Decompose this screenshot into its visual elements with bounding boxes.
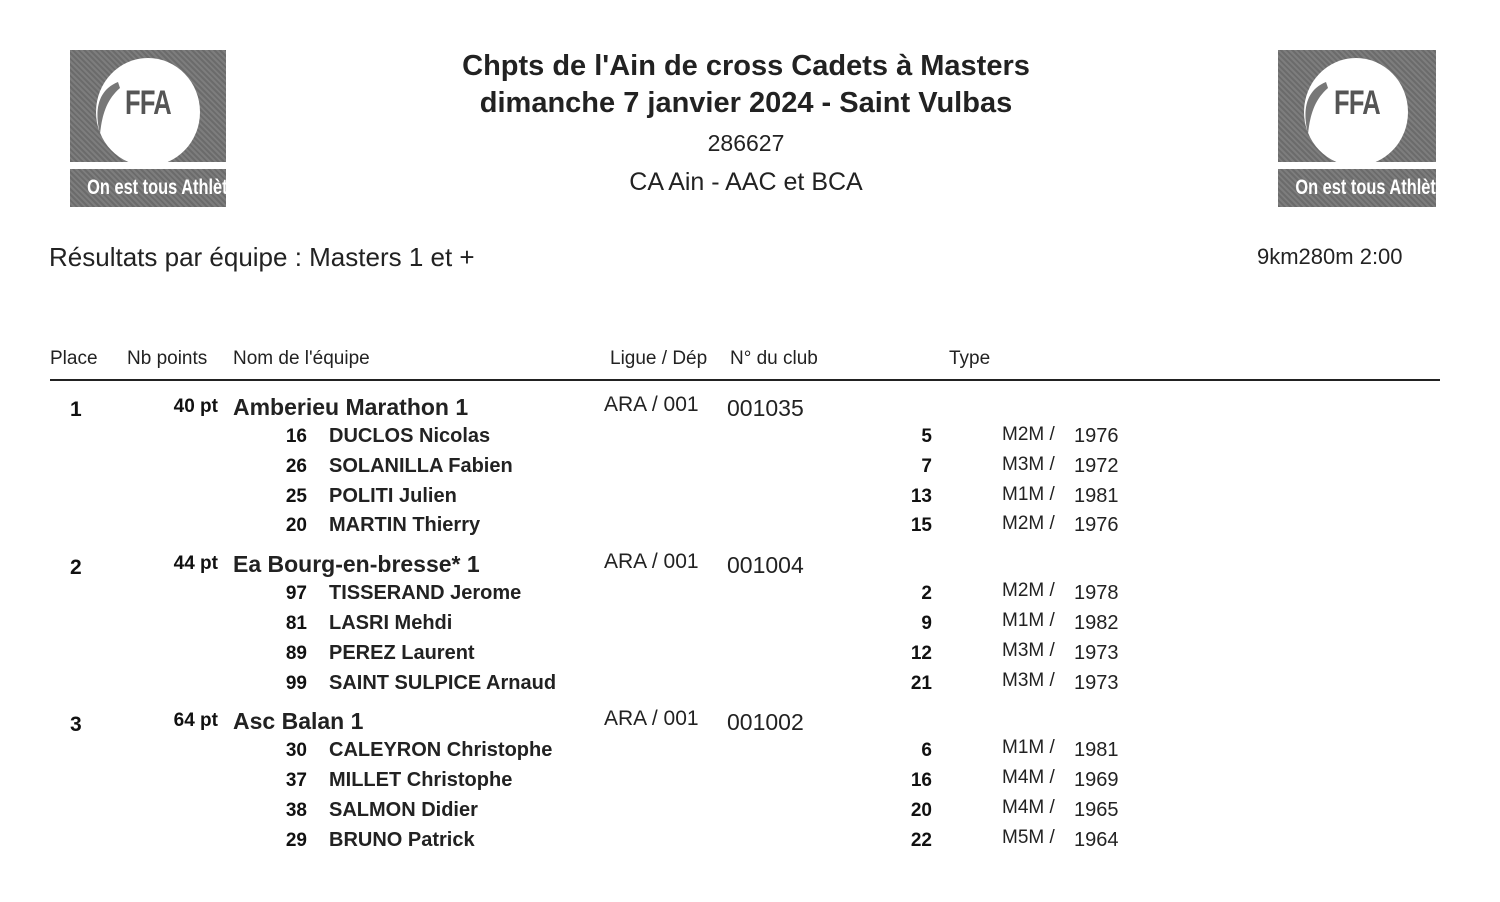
logo-brand: FFA xyxy=(1334,84,1380,122)
member-name: CALEYRON Christophe xyxy=(329,739,553,761)
member-bib: 25 xyxy=(285,486,307,507)
team-points: 40 pt xyxy=(173,396,218,417)
member-category: M1M / xyxy=(1002,484,1055,505)
team-ligue: ARA / 001 xyxy=(604,707,699,730)
member-category: M4M / xyxy=(1002,767,1055,788)
member-birth-year: 1978 xyxy=(1074,582,1119,604)
member-bib: 37 xyxy=(285,770,307,791)
member-bib: 38 xyxy=(285,800,307,821)
member-name: SAINT SULPICE Arnaud xyxy=(329,672,557,694)
member-birth-year: 1976 xyxy=(1074,425,1119,447)
event-title: Chpts de l'Ain de cross Cadets à Masters xyxy=(462,50,1030,82)
member-name: MARTIN Thierry xyxy=(329,514,481,536)
member-birth-year: 1973 xyxy=(1074,642,1119,664)
team-name: Ea Bourg-en-bresse* 1 xyxy=(233,551,480,577)
team-place: 3 xyxy=(70,713,82,736)
member-rank: 2 xyxy=(921,583,932,604)
event-code: 286627 xyxy=(707,130,785,156)
member-name: POLITI Julien xyxy=(329,485,457,507)
team-club-number: 001004 xyxy=(727,552,804,578)
section-title: Résultats par équipe : Masters 1 et + xyxy=(49,242,475,272)
team-place: 2 xyxy=(70,556,82,579)
member-name: MILLET Christophe xyxy=(329,769,513,791)
member-rank: 20 xyxy=(910,800,932,821)
member-category: M5M / xyxy=(1002,827,1055,848)
member-category: M1M / xyxy=(1002,610,1055,631)
member-bib: 89 xyxy=(285,643,307,664)
member-category: M2M / xyxy=(1002,580,1055,601)
event-organizer: CA Ain - AAC et BCA xyxy=(629,168,863,196)
member-bib: 20 xyxy=(285,515,307,536)
member-birth-year: 1982 xyxy=(1074,612,1119,634)
member-bib: 26 xyxy=(285,456,307,477)
member-birth-year: 1973 xyxy=(1074,672,1119,694)
column-header-team: Nom de l'équipe xyxy=(233,348,370,369)
team-club-number: 001002 xyxy=(727,709,804,735)
race-info: 9km280m 2:00 xyxy=(1257,244,1403,269)
member-bib: 30 xyxy=(285,740,307,761)
member-rank: 6 xyxy=(921,740,932,761)
member-birth-year: 1964 xyxy=(1074,829,1119,851)
member-name: PEREZ Laurent xyxy=(329,642,475,664)
member-category: M2M / xyxy=(1002,424,1055,445)
member-name: BRUNO Patrick xyxy=(329,829,475,851)
member-bib: 99 xyxy=(285,673,307,694)
ffa-logo-left xyxy=(70,50,246,207)
member-rank: 7 xyxy=(921,456,932,477)
member-bib: 81 xyxy=(285,613,307,634)
member-category: M3M / xyxy=(1002,670,1055,691)
member-name: TISSERAND Jerome xyxy=(329,582,522,604)
header-divider xyxy=(50,379,1440,381)
team-points: 64 pt xyxy=(173,710,218,731)
member-birth-year: 1981 xyxy=(1074,739,1119,761)
logo-tagline: On est tous Athlètes xyxy=(1295,176,1455,199)
team-points: 44 pt xyxy=(173,553,218,574)
team-ligue: ARA / 001 xyxy=(604,393,699,416)
member-bib: 29 xyxy=(285,830,307,851)
team-ligue: ARA / 001 xyxy=(604,550,699,573)
team-name: Asc Balan 1 xyxy=(233,708,364,734)
member-name: DUCLOS Nicolas xyxy=(329,425,491,447)
member-rank: 16 xyxy=(910,770,932,791)
member-birth-year: 1969 xyxy=(1074,769,1119,791)
member-category: M3M / xyxy=(1002,454,1055,475)
member-category: M4M / xyxy=(1002,797,1055,818)
team-place: 1 xyxy=(70,398,82,421)
member-birth-year: 1965 xyxy=(1074,799,1119,821)
member-rank: 5 xyxy=(921,426,932,447)
member-name: SOLANILLA Fabien xyxy=(329,455,513,477)
column-header-place: Place xyxy=(50,348,98,369)
column-header-points: Nb points xyxy=(127,348,208,369)
event-date-location: dimanche 7 janvier 2024 - Saint Vulbas xyxy=(479,87,1013,119)
member-birth-year: 1981 xyxy=(1074,485,1119,507)
column-header-type: Type xyxy=(949,348,991,369)
member-rank: 9 xyxy=(921,613,932,634)
member-category: M3M / xyxy=(1002,640,1055,661)
member-rank: 13 xyxy=(910,486,932,507)
logo-brand: FFA xyxy=(125,84,171,122)
column-header-ligue: Ligue / Dép xyxy=(610,348,708,369)
member-bib: 97 xyxy=(285,583,307,604)
member-rank: 15 xyxy=(910,515,932,536)
member-bib: 16 xyxy=(285,426,307,447)
member-name: LASRI Mehdi xyxy=(329,612,453,634)
member-birth-year: 1976 xyxy=(1074,514,1119,536)
team-club-number: 001035 xyxy=(727,395,804,421)
column-header-club: N° du club xyxy=(730,348,818,369)
member-name: SALMON Didier xyxy=(329,799,478,821)
member-rank: 22 xyxy=(910,830,932,851)
member-birth-year: 1972 xyxy=(1074,455,1119,477)
logo-tagline: On est tous Athlètes xyxy=(87,176,246,199)
ffa-logo-right xyxy=(1278,50,1455,207)
member-category: M1M / xyxy=(1002,737,1055,758)
member-rank: 21 xyxy=(910,673,932,694)
team-name: Amberieu Marathon 1 xyxy=(233,394,469,420)
member-rank: 12 xyxy=(910,643,932,664)
member-category: M2M / xyxy=(1002,513,1055,534)
